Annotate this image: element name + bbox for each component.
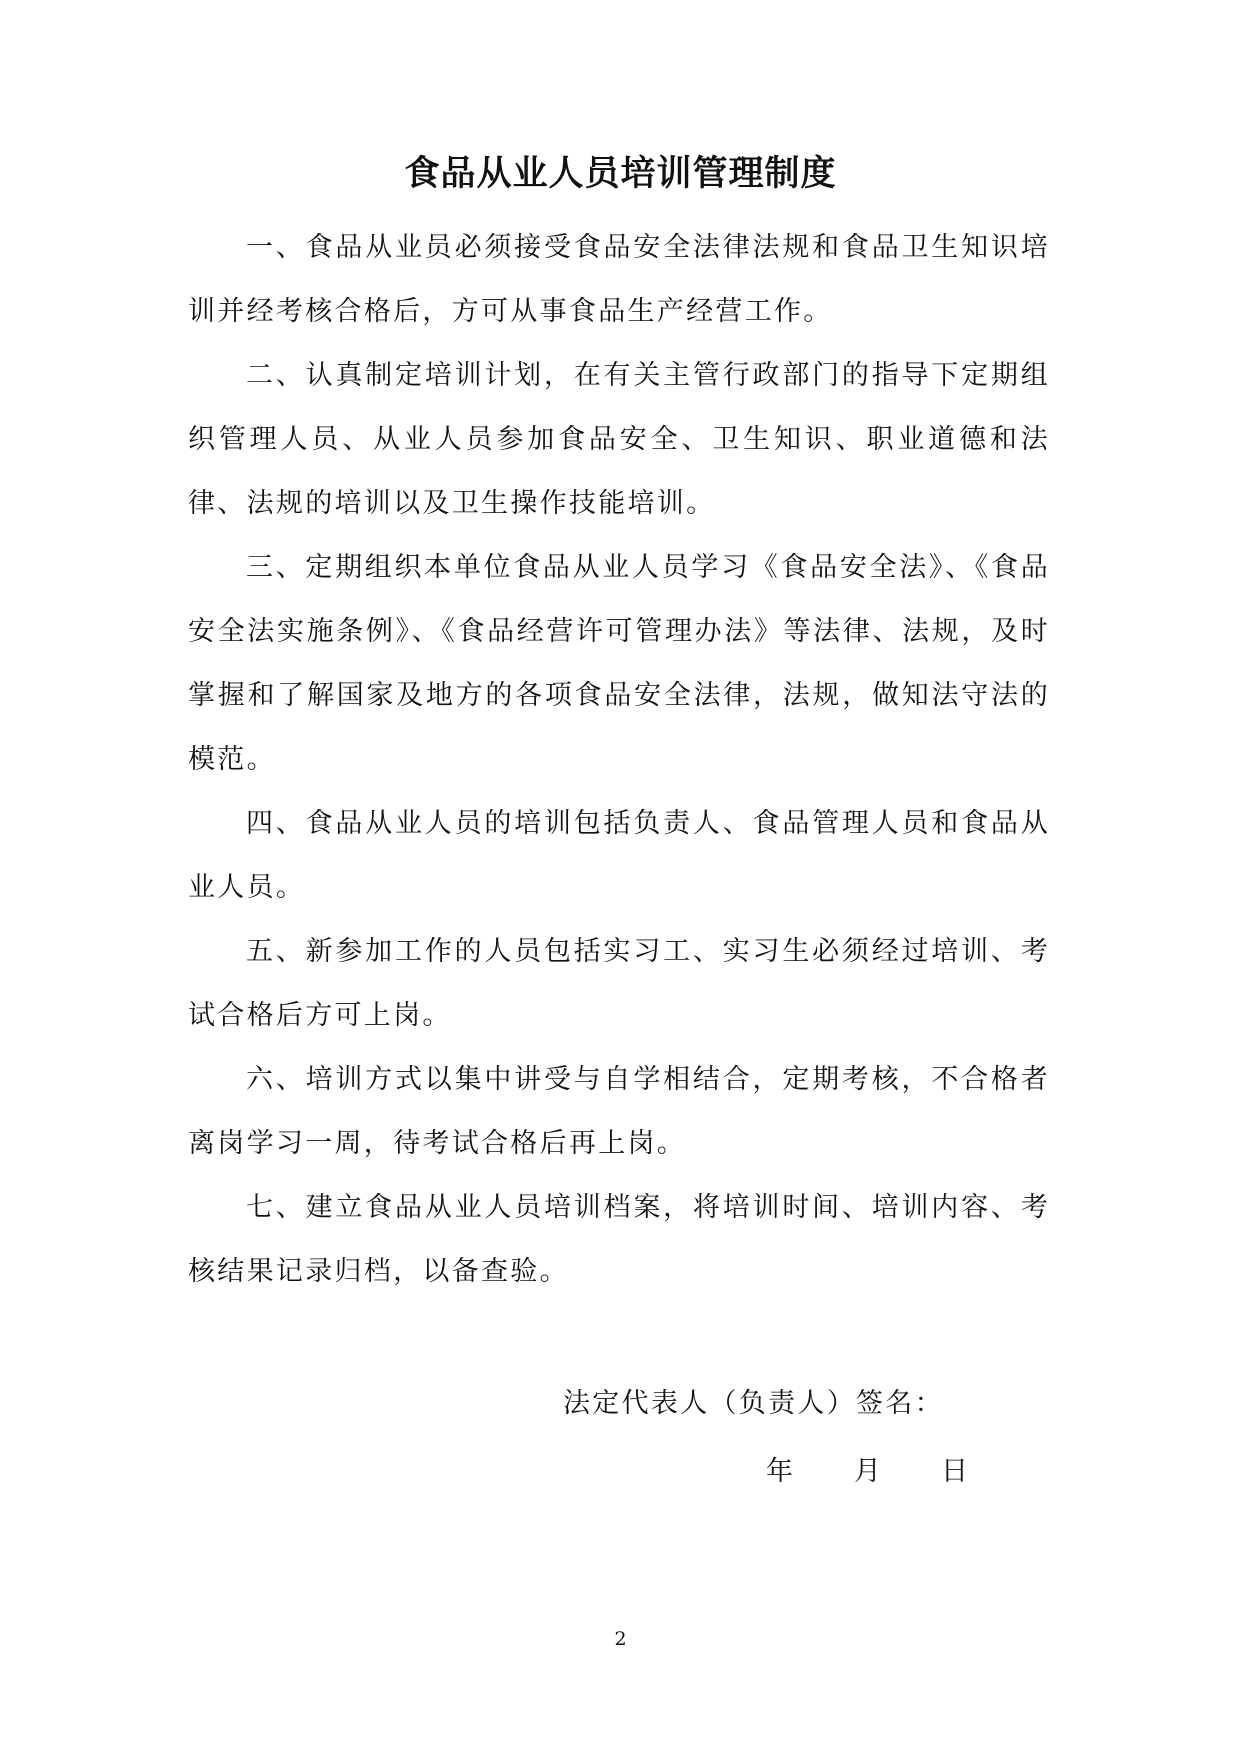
paragraph-6: 六、培训方式以集中讲受与自学相结合，定期考核，不合格者离岗学习一周，待考试合格后再上岗。	[188, 1064, 1050, 1159]
paragraph-5: 五、新参加工作的人员包括实习工、实习生必须经过培训、考试合格后方可上岗。	[188, 936, 1050, 1031]
page-number: 2	[614, 1628, 627, 1650]
date-month-label: 月	[854, 1456, 881, 1487]
paragraph-1: 一、食品从业员必须接受食品安全法律法规和食品卫生知识培训并经考核合格后，方可从事食品生产经营工作。	[188, 232, 1050, 327]
document-title: 食品从业人员培训管理制度	[404, 154, 837, 194]
paragraph-2: 二、认真制定培训计划，在有关主管行政部门的指导下定期组织管理人员、从业人员参加食品安全、卫生知识、职业道德和法律、法规的培训以及卫生操作技能培训。	[188, 360, 1050, 519]
paragraph-3: 三、定期组织本单位食品从业人员学习《食品安全法》、《食品安全法实施条例》、《食品经营许可管理办法》等法律、法规，及时掌握和了解国家及地方的各项食品安全法律，法规，做知法守法的模范。	[188, 552, 1050, 775]
paragraph-4: 四、食品从业人员的培训包括负责人、食品管理人员和食品从业人员。	[188, 808, 1050, 903]
signature-label: 法定代表人（负责人）签名：	[563, 1388, 944, 1419]
date-day-label: 日	[941, 1456, 968, 1487]
date-year-label: 年	[766, 1456, 793, 1487]
paragraph-7: 七、建立食品从业人员培训档案，将培训时间、培训内容、考核结果记录归档，以备查验。	[188, 1192, 1050, 1287]
